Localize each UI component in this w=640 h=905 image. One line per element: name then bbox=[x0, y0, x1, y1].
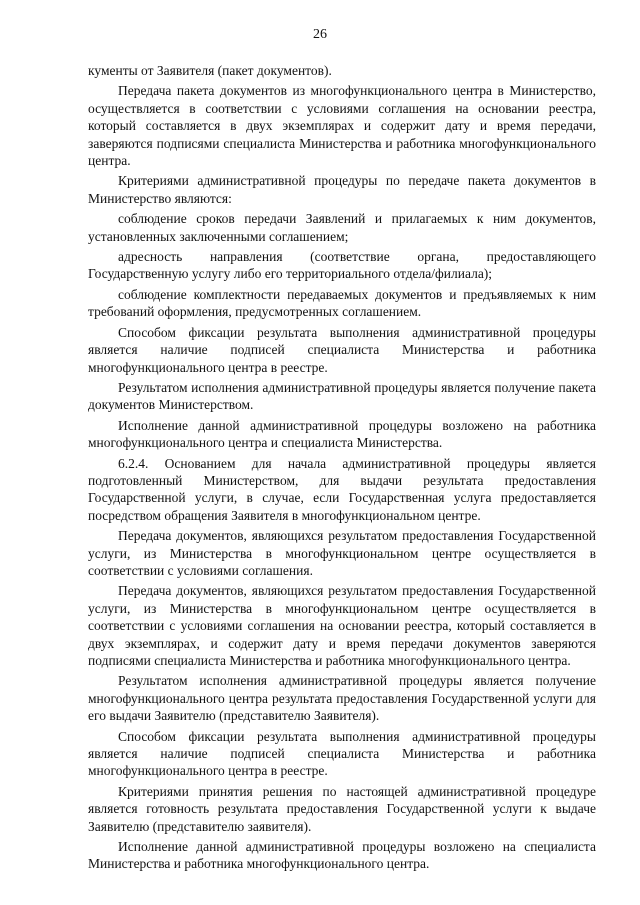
paragraph: Результатом исполнения административной процедуры является получение многофункционального центра результата предоставления Государственной услуги для его выдачи Заявителю (представителю Заявителя). bbox=[88, 673, 596, 724]
paragraph: соблюдение сроков передачи Заявлений и прилагаемых к ним документов, установленных заключенными соглашением; bbox=[88, 211, 596, 244]
paragraph: 6.2.4. Основанием для начала административной процедуры является подготовленный Министерством, для выдачи результата предоставления Государственной услуги, в случае, если Государственная услуга предоставляется посредством обращения Заявителя в многофункциональном центре. bbox=[88, 455, 596, 523]
paragraph: Способом фиксации результата выполнения административной процедуры является наличие подписей специалиста Министерства и работника многофункционального центра в реестре. bbox=[88, 728, 596, 779]
paragraph: Передача документов, являющихся результатом предоставления Государственной услуги, из Министерства в многофункциональном центре осуществляется в соответствии с условиями соглашения. bbox=[88, 528, 596, 578]
page-number: 26 bbox=[313, 27, 327, 42]
paragraph-continuation: кументы от Заявителя (пакет документов). bbox=[88, 63, 332, 78]
paragraph: Передача документов, являющихся результатом предоставления Государственной услуги, из Министерства в многофункциональном центре осуществляется в соответствии с условиями соглашения на основании реестра, который составляется в двух экземплярах, и содержит дату и время передачи документов заверяются подписями специалиста Министерства и работника многофункционального центра. bbox=[88, 583, 596, 668]
document-body bbox=[88, 62, 596, 876]
paragraph: Исполнение данной административной процедуры возложено на специалиста Министерства и работника многофункционального центра. bbox=[88, 839, 596, 872]
paragraph: Критериями административной процедуры по передаче пакета документов в Министерство являются: bbox=[88, 173, 596, 206]
paragraph: Передача пакета документов из многофункционального центра в Министерство, осуществляется в соответствии с условиями соглашения на основании реестра, который составляется в двух экземплярах и содержит дату и время передачи, заверяются подписями специалиста Министерства и работника многофункционального центра. bbox=[88, 83, 596, 169]
paragraph: соблюдение комплектности передаваемых документов и предъявляемых к ним требований оформления, предусмотренных соглашением. bbox=[88, 286, 596, 320]
paragraph: Способом фиксации результата выполнения административной процедуры является наличие подписей специалиста Министерства и работника многофункционального центра в реестре. bbox=[88, 324, 596, 375]
paragraph: Критериями принятия решения по настоящей административной процедуре является готовность результата предоставления Государственной услуги к выдаче Заявителю (представителю заявителя). bbox=[88, 783, 596, 834]
paragraph: адресность направления (соответствие органа, предоставляющего Государственную услугу либо его территориального отдела/филиала); bbox=[88, 249, 596, 282]
paragraph: Результатом исполнения административной процедуры является получение пакета документов Министерством. bbox=[88, 379, 596, 413]
paragraph: Исполнение данной административной процедуры возложено на работника многофункционального центра и специалиста Министерства. bbox=[88, 417, 596, 451]
